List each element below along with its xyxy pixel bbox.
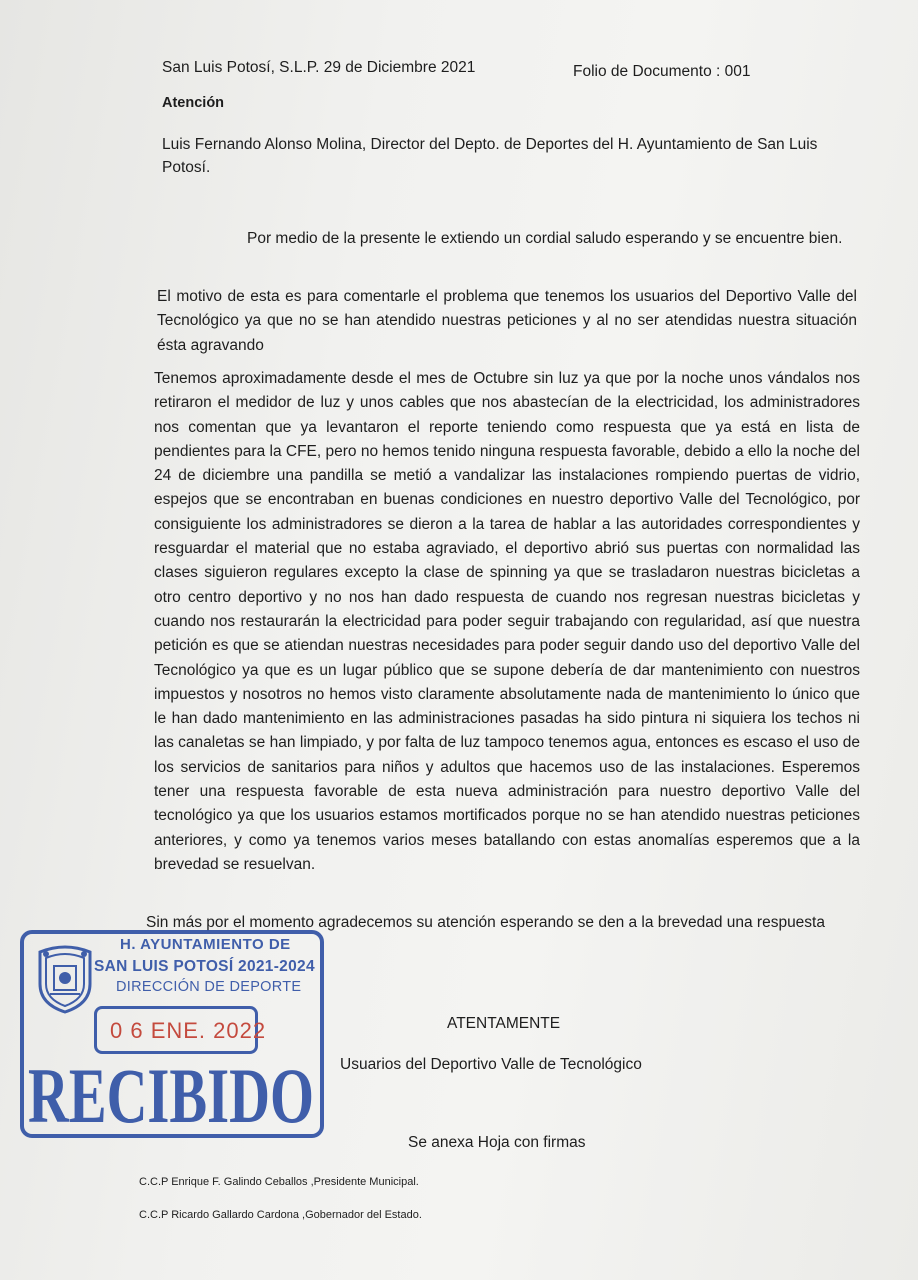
stamp-line-1: H. AYUNTAMIENTO DE	[120, 936, 291, 953]
cc-line: C.C.P Enrique F. Galindo Ceballos ,Presidente Municipal.	[139, 1176, 419, 1188]
municipal-seal-icon	[34, 944, 96, 1014]
stamp-line-2: SAN LUIS POTOSÍ 2021-2024	[94, 958, 315, 975]
attention-label: Atención	[162, 95, 225, 111]
motive-paragraph: El motivo de esta es para comentarle el problema que tenemos los usuarios del Deportivo Valle del Tecnológico ya que no se han atendido nuestras peticiones y al no ser atendidas nuestra situación ésta agravando	[157, 288, 857, 354]
closing-paragraph: Sin más por el momento agradecemos su atención esperando se den a la brevedad una respuesta	[146, 914, 825, 931]
main-paragraph: Tenemos aproximadamente desde el mes de Octubre sin luz ya que por la noche unos vándalos nos retiraron el medidor de luz y unos cables que nos abastecían de la electricidad, los administradores nos comentan que ya levantaron el reporte teniendo como respuesta que ya está en lista de pendientes para la CFE, pero no hemos tenido ninguna respuesta favorable, debido a ello la noche del 24 de diciembre una pandilla se metió a vandalizar las instalaciones rompiendo puertas de vidrio, espejos que se encontraban en buenas condiciones en nuestro deportivo Valle del Tecnológico, por consiguiente los administradores se dieron a la tarea de hablar a las autoridades correspondientes y resguardar el material que no estaba agraviado, el deportivo abrió sus puertas con normalidad las clases siguieron regulares excepto la clase de spinning ya que se trasladaron nuestras bicicletas a otro centro deportivo y no nos han dado respuesta de cuando nos regresan nuestras bicicletas y cuando nos restaurarán la electricidad para poder seguir trabajando con regularidad, así que nuestra petición es que se atiendan nuestras necesidades para poder seguir dando uso del deportivo Valle del Tecnológico ya que es un lugar público que se supone debería de dar mantenimiento con nuestros impuestos y nosotros no hemos visto claramente absolutamente nada de mantenimiento lo único que le han dado mantenimiento en las administraciones pasadas ha sido pintura ni siquiera los techos ni las canaletas se han limpiado, y por falta de luz tampoco tenemos agua, entonces es escaso el uso de los servicios de sanitarios para niños y adultos que hacemos uso de las instalaciones. Esperemos tener una respuesta favorable de esta nueva administración para nuestro deportivo Valle del tecnológico ya que los usuarios estamos mortificados porque no se han atendido nuestras peticiones anteriores, y como ya tenemos varios meses batallando con estas anomalías esperemos que a la brevedad se resuelvan.	[154, 370, 860, 873]
signer: Usuarios del Deportivo Valle de Tecnológico	[340, 1056, 642, 1073]
stamp-line-3: DIRECCIÓN DE DEPORTE	[116, 979, 302, 995]
document-folio: Folio de Documento : 001	[573, 63, 751, 80]
atentamente: ATENTAMENTE	[447, 1015, 561, 1032]
stamp-recibido-word	[24, 1034, 320, 1139]
annex-note: Se anexa Hoja con firmas	[408, 1134, 586, 1151]
received-stamp	[20, 930, 324, 1138]
cc-line: C.C.P Ricardo Gallardo Cardona ,Gobernador del Estado.	[139, 1209, 422, 1221]
stamp-date: 0 6 ENE. 2022	[110, 1018, 267, 1043]
greeting-paragraph: Por medio de la presente le extiendo un cordial saludo esperando y se encuentre bien.	[247, 230, 843, 247]
place-and-date: San Luis Potosí, S.L.P. 29 de Diciembre 2021	[162, 59, 476, 76]
svg-text:RECIBIDO: RECIBIDO	[28, 1052, 314, 1139]
recipient: Luis Fernando Alonso Molina, Director del Depto. de Deportes del H. Ayuntamiento de San Luis Potosí.	[162, 136, 818, 176]
